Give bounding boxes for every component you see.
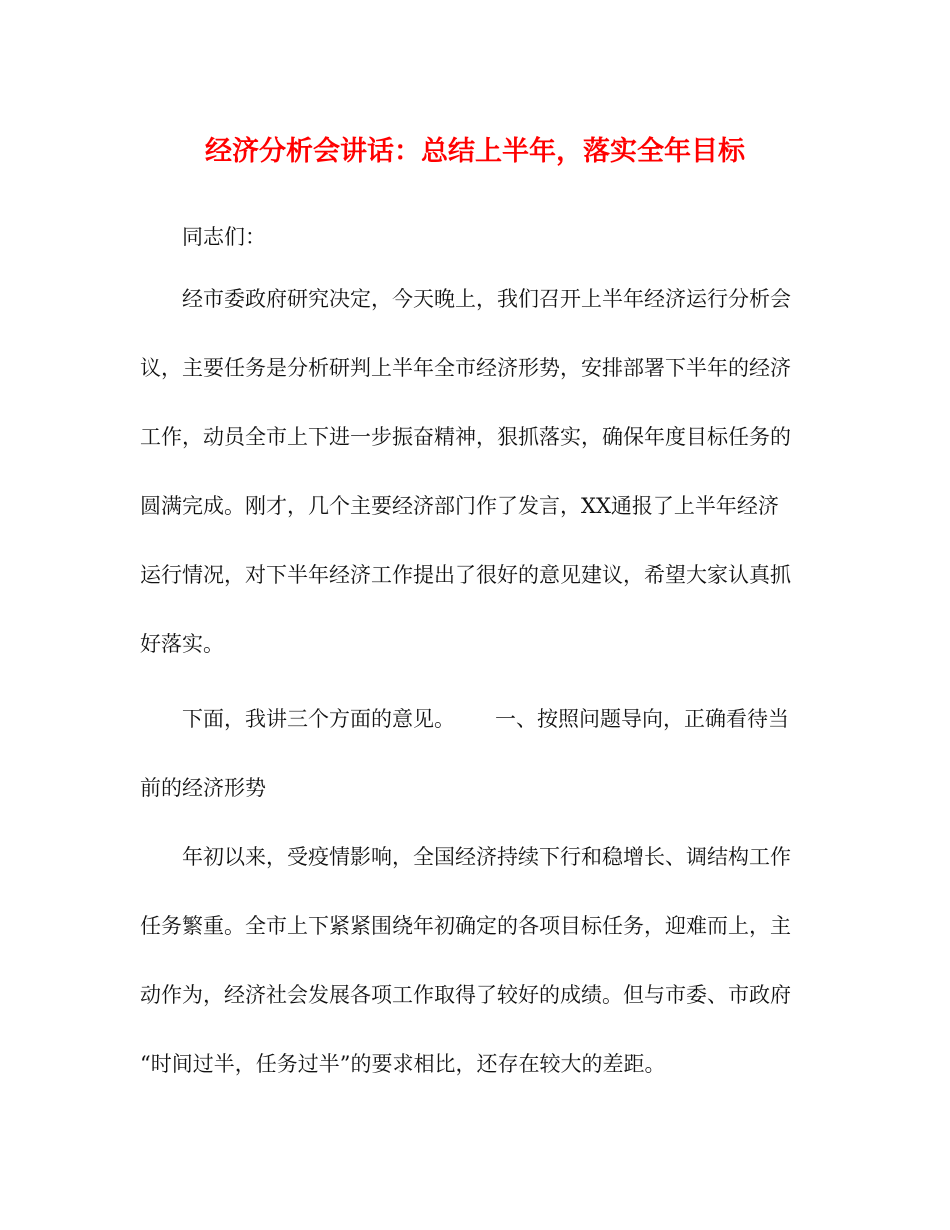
paragraph-1-line-4: 圆满完成。刚才，几个主要经济部门作了发言，XX通报了上半年经济: [140, 494, 779, 518]
paragraph-2-line-2: 前的经济形势: [140, 776, 266, 800]
salutation-line: 同志们：: [182, 225, 266, 249]
paragraph-3-line-3: 动作为，经济社会发展各项工作取得了较好的成绩。但与市委、市政府: [140, 983, 791, 1007]
paragraph-2-line-1: 下面，我讲三个方面的意见。 一、按照问题导向，正确看待当: [182, 707, 790, 731]
paragraph-1-line-2: 议，主要任务是分析研判上半年全市经济形势，安排部署下半年的经济: [140, 356, 791, 380]
paragraph-1-line-6: 好落实。: [140, 632, 224, 656]
paragraph-1-line-3: 工作，动员全市上下进一步振奋精神，狠抓落实，确保年度目标任务的: [140, 425, 791, 449]
paragraph-3-line-4: “时间过半，任务过半”的要求相比，还存在较大的差距。: [140, 1052, 666, 1076]
paragraph-1-line-1: 经市委政府研究决定，今天晚上，我们召开上半年经济运行分析会: [182, 287, 791, 311]
paragraph-3-line-2: 任务繁重。全市上下紧紧围绕年初确定的各项目标任务，迎难而上，主: [140, 914, 791, 938]
document-title: 经济分析会讲话：总结上半年，落实全年目标: [205, 136, 745, 167]
paragraph-3-line-1: 年初以来，受疫情影响，全国经济持续下行和稳增长、调结构工作: [182, 845, 791, 869]
paragraph-1-line-5: 运行情况，对下半年经济工作提出了很好的意见建议，希望大家认真抓: [140, 563, 791, 587]
